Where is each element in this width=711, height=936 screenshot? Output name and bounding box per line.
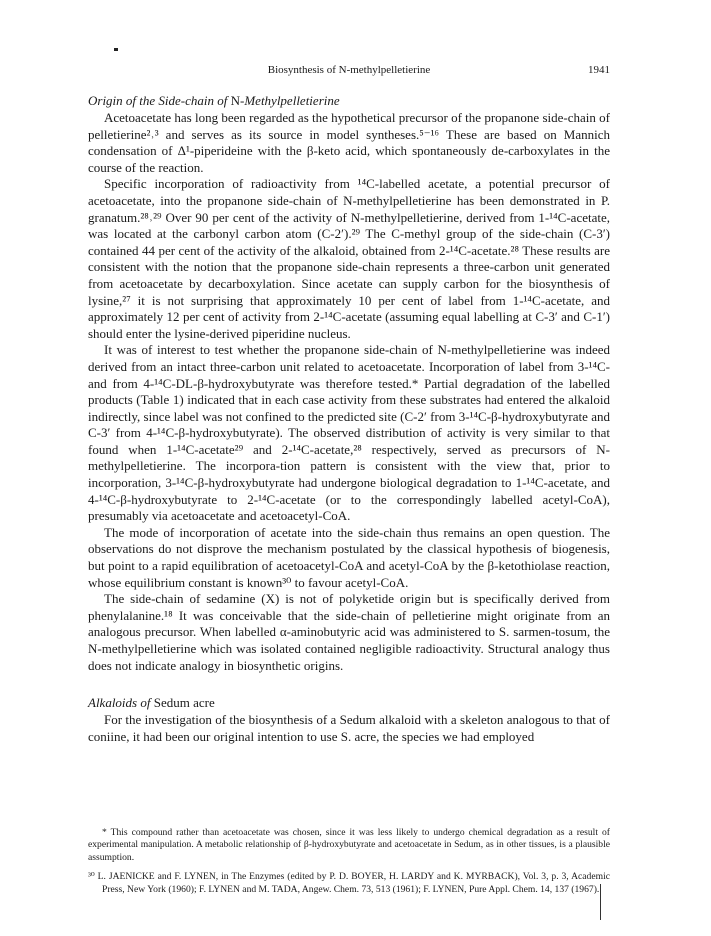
section-heading-part: N- [230,93,245,108]
page-number: 1941 [588,64,610,76]
section-heading-part: Sedum acre [153,695,215,711]
paragraph: It was of interest to test whether the propanone side-chain of N-methylpelletierine was indeed derived from an intact three-carbon unit related to acetoacetate. Incorporation of label from 3-¹⁴C- and from 4-¹⁴C-DL-β-hydroxybutyrate was therefore tested.* Partial degradation of the labelled products (Table 1) indicated that in each case activity from these substrates had entered the alkaloid indirectly, since label was not confined to the predicted site (C-2′ from 3-¹⁴C-β-hydroxybutyrate and C-3′ from 4-¹⁴C-β-hydroxybutyrate). The observed distribution of activity is very similar to that found when 1-¹⁴C-acetate²⁹ and 2-¹⁴C-acetate,²⁸ respectively, served as precursors of N-methylpelletierine. The incorpora-tion pattern is consistent with the view that, prior to incorporation, 3-¹⁴C-β-hydroxybutyrate had undergone biological degradation to 1-¹⁴C-acetate, and 4-¹⁴C-β-hydroxybutyrate to 2-¹⁴C-acetate (or to the correspondingly labelled acetyl-CoA), presumably via acetoacetate and acetoacetyl-CoA. [88,342,610,524]
footnotes [88,827,610,896]
paragraph: The mode of incorporation of acetate into the side-chain thus remains an open question. The observations do not disprove the mechanism postulated by the classical hypothesis of biogenesis, but point to a rapid equilibration of acetoacetyl-CoA and acetyl-CoA by the β-ketothiolase reaction, whose equilibrium constant is known³⁰ to favour acetyl-CoA. [88,524,610,590]
margin-bar [600,884,601,920]
section-heading-side-chain [88,92,610,110]
paragraph: For the investigation of the biosynthesis of a Sedum alkaloid with a skeleton analogous to that of coniine, it had been our original intention to use S. acre, the species we had employed [88,712,610,744]
section-heading-sedum-acre [88,694,610,712]
reference-30: ³⁰ L. JAENICKE and F. LYNEN, in The Enzymes (edited by P. D. BOYER, H. LARDY and K. MYRBACK), Vol. 3, p. 3, Academic Press, New York (1960); F. LYNEN and M. TADA, Angew. Chem. 73, 513 (1961); F. LYNEN, Pure Appl. Chem. 14, 137 (1967). [88,871,610,895]
section-heading-part: Origin of the Side-chain of [88,93,231,108]
running-title: Biosynthesis of N-methylpelletierine [267,64,431,76]
margin-mark [114,48,118,51]
paragraph: The side-chain of sedamine (X) is not of polyketide origin but is specifically derived from phenylalanine.¹⁸ It was conceivable that the side-chain of pelletierine might originate from an analogous precursor. When labelled α-aminobutyric acid was administered to S. sarmen-tosum, the N-methylpelletierine which was isolated contained negligible radioactivity. Structural analogy thus does not indicate analogy in biosynthetic origins. [88,591,610,673]
paragraph: Specific incorporation of radioactivity from ¹⁴C-labelled acetate, a potential precursor of acetoacetate, into the propanone side-chain of N-methylpelletierine has been demonstrated in P. granatum.²⁸˒²⁹ Over 90 per cent of the activity of N-methylpelletierine, derived from 1-¹⁴C-acetate, was located at the carbonyl carbon atom (C-2′).²⁹ The C-methyl group of the side-chain (C-3′) contained 44 per cent of the activity of the alkaloid, obtained from 2-¹⁴C-acetate.²⁸ These results are consistent with the notion that the propanone side-chain represents a three-carbon unit generated from acetoacetate by decarboxylation. Since acetate can supply carbon for the biosynthesis of lysine,²⁷ it is not surprising that approximately 10 per cent of label from 1-¹⁴C-acetate, and approximately 12 per cent of activity from 2-¹⁴C-acetate (assuming equal labelling at C-3′ and C-1′) should enter the lysine-derived piperidine nucleus. [88,176,610,341]
section-heading-part: Alkaloids of [88,695,154,711]
footnote-star: * This compound rather than acetoacetate was chosen, since it was less likely to undergo chemical degradation as a result of experimental manipulation. A metabolic relationship of β-hydroxybutyrate and acetoacetate in Sedum, as in other tissues, is a plausible assumption. [88,827,610,863]
section-heading-part: Methylpelletierine [244,93,340,108]
running-header [88,64,610,80]
article-body [88,92,610,745]
paragraph: Acetoacetate has long been regarded as the hypothetical precursor of the propanone side-chain of pelletierine²˒³ and serves as its source in model syntheses.⁵⁻¹⁶ These are based on Mannich condensation of Δ¹-piperideine with the β-keto acid, which spontaneously de-carboxylates in the course of the reaction. [88,110,610,175]
